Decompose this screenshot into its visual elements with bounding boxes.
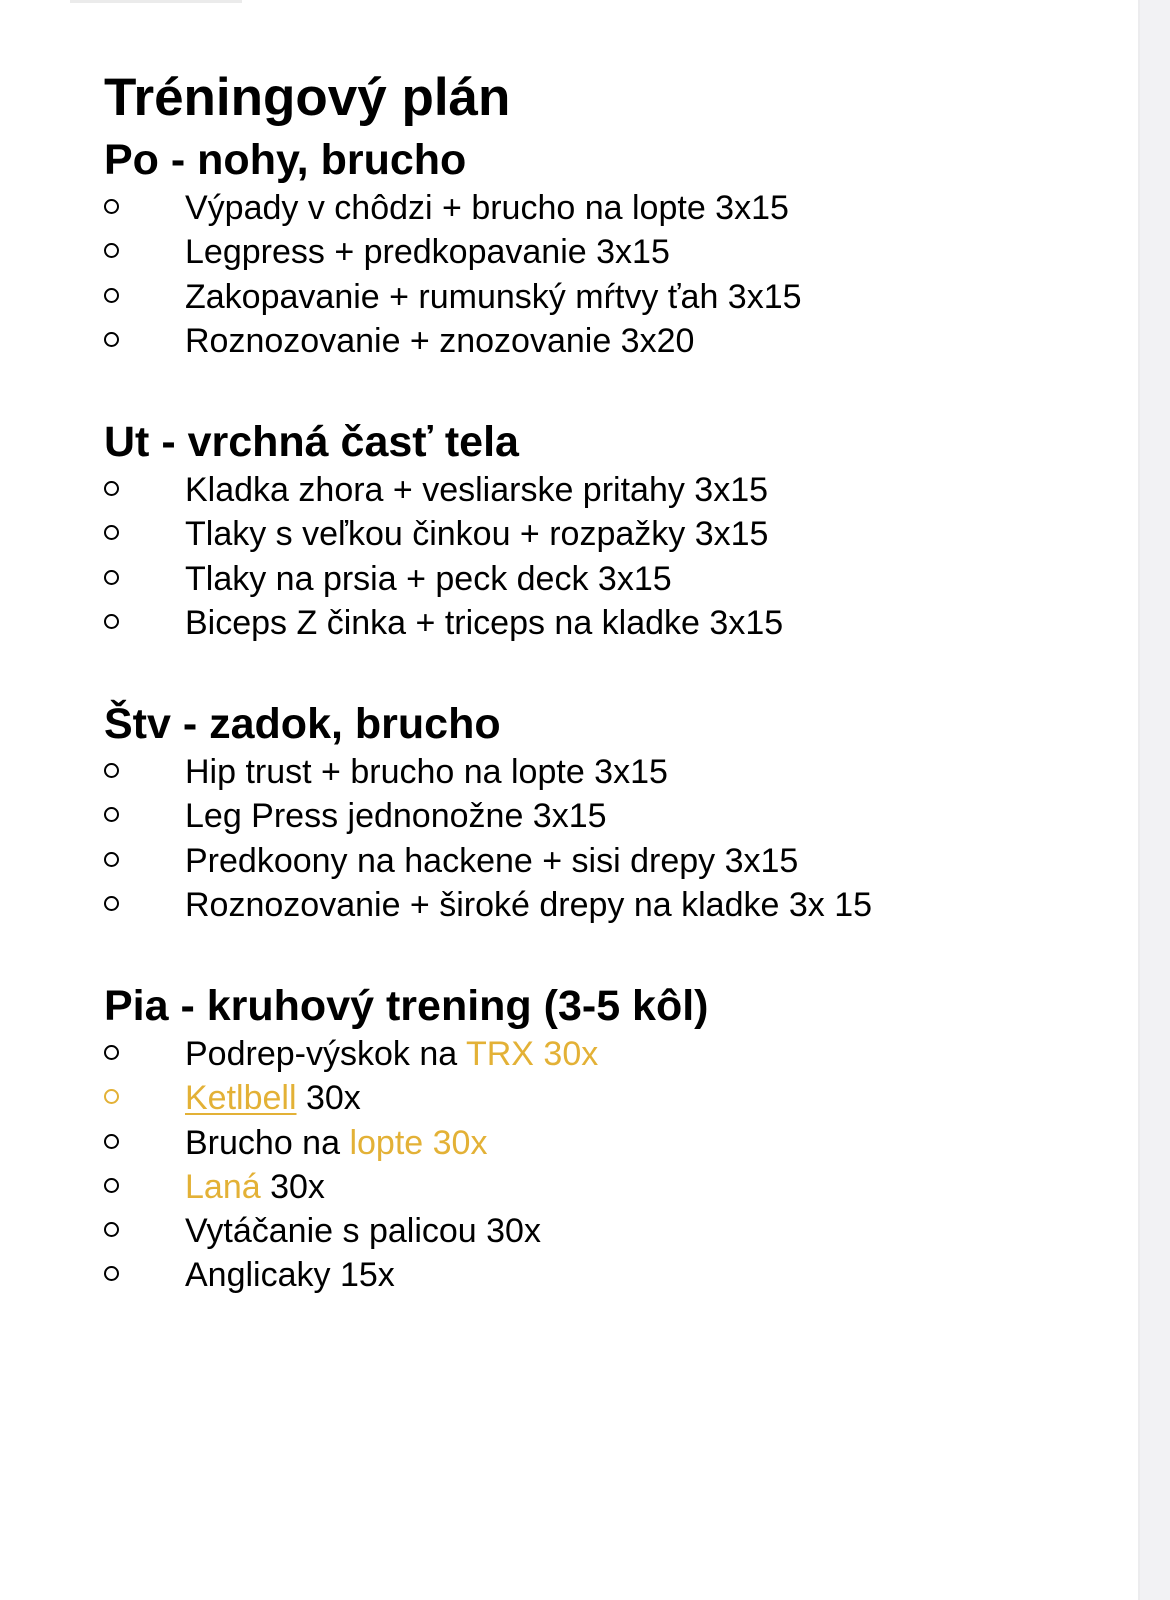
exercise-text: Roznozovanie + široké drepy na kladke 3x 15	[185, 885, 873, 924]
exercise-item	[104, 750, 668, 794]
exercise-text: Legpress + predkopavanie 3x15	[185, 233, 670, 272]
exercise-item	[104, 1209, 709, 1253]
exercise-text-highlight: Laná	[185, 1167, 261, 1206]
circle-bullet-icon	[104, 199, 119, 214]
exercise-text	[185, 1032, 598, 1076]
exercise-list-thursday	[104, 750, 873, 927]
circle-bullet-icon	[104, 1134, 119, 1149]
exercise-item	[104, 1121, 709, 1165]
circle-bullet-icon	[104, 807, 119, 822]
circle-bullet-icon	[104, 288, 119, 303]
circle-bullet-icon	[104, 243, 119, 258]
exercise-text: Tlaky s veľkou činkou + rozpažky 3x15	[185, 515, 769, 554]
exercise-item	[104, 468, 769, 512]
exercise-text-plain: 30x	[296, 1079, 361, 1118]
circle-bullet-icon	[104, 763, 119, 778]
exercise-text: Roznozovanie + znozovanie 3x20	[185, 321, 695, 360]
day-heading-tuesday: Ut - vrchná časť tela	[104, 418, 519, 466]
exercise-item	[104, 601, 784, 645]
exercise-text: Vytáčanie s palicou 30x	[185, 1212, 541, 1251]
day-section-tuesday	[104, 416, 784, 645]
circle-bullet-icon	[104, 1089, 119, 1104]
ketlbell-link[interactable]: Ketlbell	[185, 1079, 297, 1118]
day-section-monday	[104, 134, 802, 363]
exercise-item	[104, 319, 695, 363]
circle-bullet-icon	[104, 1266, 119, 1281]
exercise-list-friday	[104, 1032, 709, 1298]
day-section-thursday	[104, 698, 873, 927]
exercise-item	[104, 275, 802, 319]
circle-bullet-icon	[104, 332, 119, 347]
exercise-text: Anglicaky 15x	[185, 1256, 395, 1295]
day-heading-friday: Pia - kruhový trening (3-5 kôl)	[104, 982, 709, 1030]
exercise-item	[104, 1032, 709, 1076]
exercise-item	[104, 1076, 709, 1120]
circle-bullet-icon	[104, 570, 119, 585]
right-margin-strip	[1140, 0, 1170, 1600]
exercise-text	[185, 1076, 361, 1120]
exercise-list-monday	[104, 186, 802, 363]
exercise-text: Biceps Z činka + triceps na kladke 3x15	[185, 603, 784, 642]
exercise-text-plain: Brucho na	[185, 1123, 350, 1162]
exercise-text: Predkoony na hackene + sisi drepy 3x15	[185, 841, 799, 880]
exercise-text-highlight: TRX 30x	[465, 1035, 599, 1073]
exercise-text	[185, 1165, 325, 1209]
exercise-item	[104, 557, 672, 601]
exercise-item	[104, 512, 769, 556]
exercise-text: Leg Press jednonožne 3x15	[185, 797, 607, 836]
exercise-item	[104, 794, 607, 838]
day-section-friday	[104, 980, 709, 1298]
day-heading-monday: Po - nohy, brucho	[104, 136, 467, 184]
exercise-text: Hip trust + brucho na lopte 3x15	[185, 753, 668, 791]
exercise-item	[104, 883, 873, 927]
exercise-text: Zakopavanie + rumunský mŕtvy ťah 3x15	[185, 277, 802, 316]
exercise-text: Výpady v chôdzi + brucho na lopte 3x15	[185, 189, 789, 227]
exercise-item	[104, 186, 789, 230]
circle-bullet-icon	[104, 481, 119, 496]
circle-bullet-icon	[104, 896, 119, 911]
top-tab-indicator	[70, 0, 242, 3]
circle-bullet-icon	[104, 525, 119, 540]
exercise-text	[185, 1121, 487, 1165]
circle-bullet-icon	[104, 852, 119, 867]
exercise-text: Kladka zhora + vesliarske pritahy 3x15	[185, 471, 769, 509]
exercise-item	[104, 1165, 709, 1209]
exercise-text-plain: Podrep-výskok na	[185, 1035, 466, 1073]
circle-bullet-icon	[104, 1178, 119, 1193]
exercise-list-tuesday	[104, 468, 784, 645]
circle-bullet-icon	[104, 614, 119, 629]
circle-bullet-icon	[104, 1045, 119, 1060]
document-title: Tréningový plán	[104, 68, 511, 127]
exercise-text-highlight: lopte 30x	[349, 1123, 488, 1162]
day-heading-thursday: Štv - zadok, brucho	[104, 700, 501, 748]
circle-bullet-icon	[104, 1222, 119, 1237]
exercise-item	[104, 839, 799, 883]
exercise-text-plain: 30x	[260, 1167, 325, 1206]
exercise-item	[104, 230, 670, 274]
exercise-item	[104, 1253, 709, 1297]
exercise-text: Tlaky na prsia + peck deck 3x15	[185, 559, 672, 598]
